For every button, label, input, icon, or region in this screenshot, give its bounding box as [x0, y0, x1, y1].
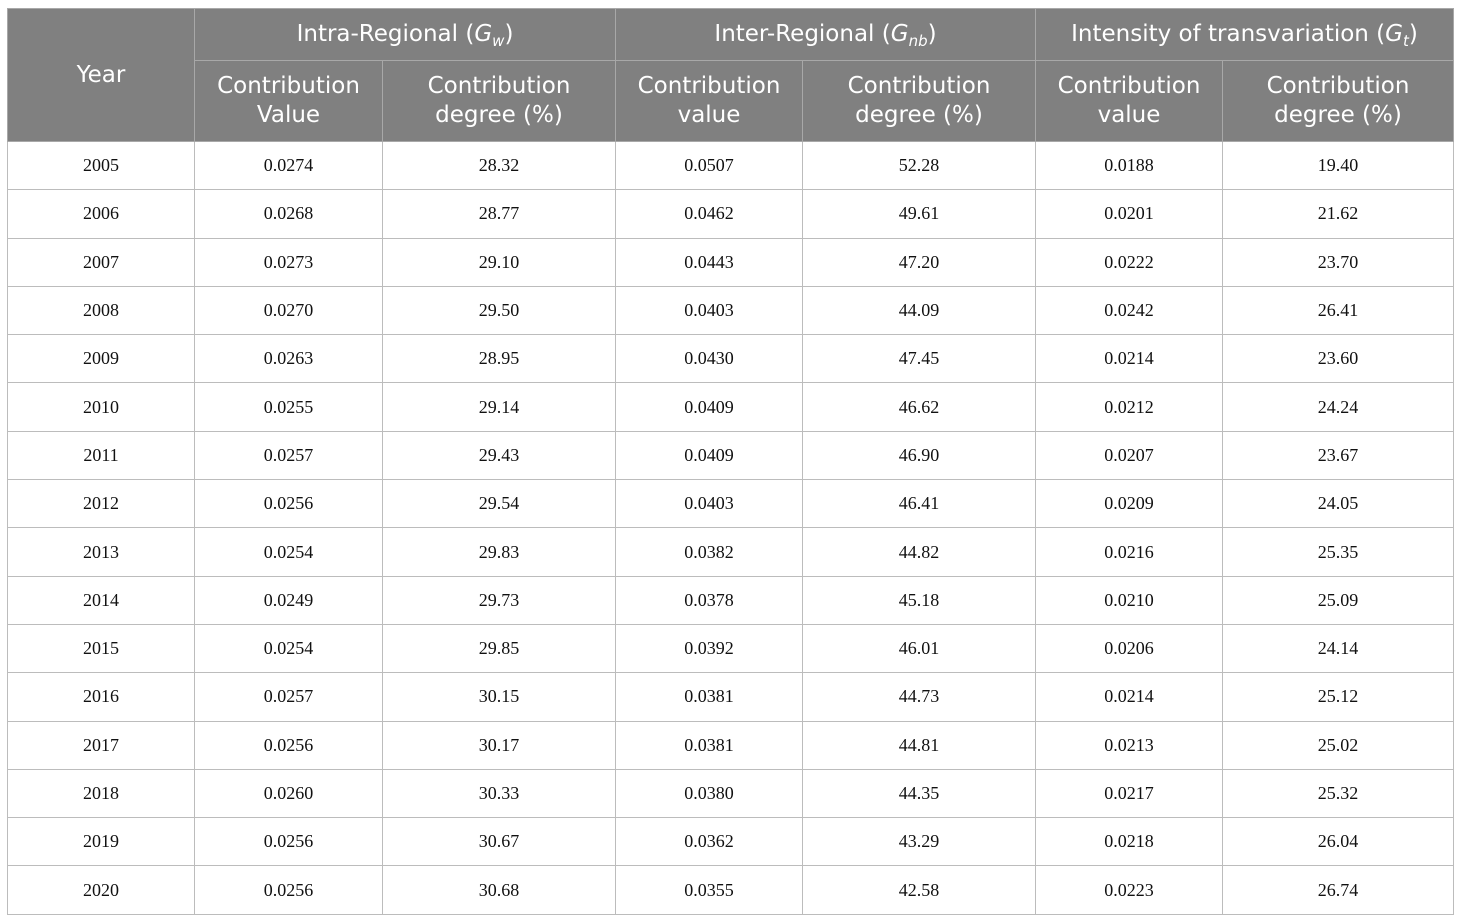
inter-degree-cell: 46.62: [803, 383, 1036, 431]
inter-value-cell: 0.0381: [616, 673, 803, 721]
trans-degree-cell: 23.70: [1223, 238, 1454, 286]
intra-degree-cell: 30.17: [383, 721, 616, 769]
intra-value-cell: 0.0256: [195, 721, 383, 769]
inter-degree-cell: 44.81: [803, 721, 1036, 769]
group-subscript: nb: [908, 32, 928, 50]
inter-degree-cell: 42.58: [803, 866, 1036, 914]
trans-degree-cell: 26.04: [1223, 818, 1454, 866]
intra-degree-cell: 30.67: [383, 818, 616, 866]
inter-value-cell: 0.0382: [616, 528, 803, 576]
intra-value-cell: 0.0260: [195, 769, 383, 817]
group-symbol: G: [474, 21, 493, 47]
intra-value-cell: 0.0273: [195, 238, 383, 286]
year-cell: 2005: [8, 142, 195, 190]
inter-value-cell: 0.0355: [616, 866, 803, 914]
trans-degree-cell: 25.32: [1223, 769, 1454, 817]
year-cell: 2011: [8, 431, 195, 479]
table-row: [8, 769, 1454, 817]
trans-degree-cell: 24.24: [1223, 383, 1454, 431]
inter-value-cell: 0.0378: [616, 576, 803, 624]
trans-degree-cell: 19.40: [1223, 142, 1454, 190]
intra-value-cell: 0.0255: [195, 383, 383, 431]
table-row: [8, 142, 1454, 190]
trans-value-cell: 0.0216: [1036, 528, 1223, 576]
trans-degree-cell: 21.62: [1223, 190, 1454, 238]
inter-degree-cell: 49.61: [803, 190, 1036, 238]
trans-degree-cell: 23.60: [1223, 335, 1454, 383]
year-cell: 2012: [8, 480, 195, 528]
year-cell: 2019: [8, 818, 195, 866]
table-row: [8, 238, 1454, 286]
intra-value-cell: 0.0249: [195, 576, 383, 624]
year-cell: 2009: [8, 335, 195, 383]
year-cell: 2008: [8, 286, 195, 334]
inter-value-cell: 0.0443: [616, 238, 803, 286]
table-header: [8, 9, 1454, 142]
group-label: Intensity of transvariation: [1071, 21, 1369, 47]
group-subscript: t: [1403, 32, 1409, 50]
group-subscript: w: [492, 32, 505, 50]
intra-degree-cell: 28.32: [383, 142, 616, 190]
group-symbol: G: [890, 21, 909, 47]
inter-value-cell: 0.0392: [616, 624, 803, 672]
inter-value-cell: 0.0462: [616, 190, 803, 238]
trans-value-cell: 0.0213: [1036, 721, 1223, 769]
table-row: [8, 576, 1454, 624]
intra-degree-cell: 30.33: [383, 769, 616, 817]
inter-value-cell: 0.0403: [616, 480, 803, 528]
trans-value-cell: 0.0222: [1036, 238, 1223, 286]
trans-degree-cell: 25.02: [1223, 721, 1454, 769]
intra-degree-cell: 28.95: [383, 335, 616, 383]
subheader-line: value: [1097, 102, 1161, 128]
subheader-line: Value: [256, 102, 321, 128]
intra-value-cell: 0.0254: [195, 528, 383, 576]
intra-value-cell: 0.0263: [195, 335, 383, 383]
table-row: [8, 480, 1454, 528]
trans-degree-cell: 26.41: [1223, 286, 1454, 334]
inter-degree-cell: 43.29: [803, 818, 1036, 866]
trans-degree-cell: 25.12: [1223, 673, 1454, 721]
intra-degree-cell: 29.54: [383, 480, 616, 528]
table-row: [8, 818, 1454, 866]
year-cell: 2015: [8, 624, 195, 672]
table-row: [8, 431, 1454, 479]
year-header: Year: [8, 9, 195, 142]
subheader-line: Contribution: [217, 73, 360, 99]
year-cell: 2018: [8, 769, 195, 817]
intra-value-cell: 0.0257: [195, 431, 383, 479]
inter-value-cell: 0.0409: [616, 431, 803, 479]
table-row: [8, 286, 1454, 334]
table-row: [8, 383, 1454, 431]
trans-value-cell: 0.0210: [1036, 576, 1223, 624]
trans-value-cell: 0.0217: [1036, 769, 1223, 817]
subheader-line: Contribution: [637, 73, 781, 99]
inter-degree-cell: 44.82: [803, 528, 1036, 576]
intra-value-cell: 0.0270: [195, 286, 383, 334]
year-cell: 2010: [8, 383, 195, 431]
subheader-inter-value: [616, 61, 803, 142]
intra-value-cell: 0.0256: [195, 818, 383, 866]
intra-degree-cell: 29.73: [383, 576, 616, 624]
intra-value-cell: 0.0257: [195, 673, 383, 721]
year-cell: 2014: [8, 576, 195, 624]
year-cell: 2016: [8, 673, 195, 721]
inter-degree-cell: 44.35: [803, 769, 1036, 817]
year-cell: 2006: [8, 190, 195, 238]
table-row: [8, 335, 1454, 383]
subheader-trans-degree: [1223, 61, 1454, 142]
intra-degree-cell: 29.43: [383, 431, 616, 479]
intra-degree-cell: 29.14: [383, 383, 616, 431]
trans-value-cell: 0.0201: [1036, 190, 1223, 238]
inter-value-cell: 0.0430: [616, 335, 803, 383]
inter-degree-cell: 46.01: [803, 624, 1036, 672]
inter-value-cell: 0.0380: [616, 769, 803, 817]
inter-degree-cell: 46.90: [803, 431, 1036, 479]
subheader-line: Contribution: [427, 73, 571, 99]
table-row: [8, 528, 1454, 576]
intra-value-cell: 0.0254: [195, 624, 383, 672]
subheader-line: Contribution: [847, 73, 991, 99]
inter-value-cell: 0.0381: [616, 721, 803, 769]
intra-degree-cell: 29.85: [383, 624, 616, 672]
subheader-intra-value: [195, 61, 383, 142]
contribution-table: [7, 8, 1454, 915]
group-header-inter-regional: Inter-Regional $(G_{nb})$: [616, 9, 1036, 61]
trans-degree-cell: 24.05: [1223, 480, 1454, 528]
table-row: [8, 866, 1454, 914]
intra-value-cell: 0.0256: [195, 480, 383, 528]
trans-degree-cell: 25.09: [1223, 576, 1454, 624]
subheader-line: degree (%): [435, 102, 563, 128]
intra-value-cell: 0.0274: [195, 142, 383, 190]
trans-value-cell: 0.0242: [1036, 286, 1223, 334]
intra-value-cell: 0.0256: [195, 866, 383, 914]
trans-value-cell: 0.0212: [1036, 383, 1223, 431]
inter-degree-cell: 45.18: [803, 576, 1036, 624]
inter-degree-cell: 46.41: [803, 480, 1036, 528]
trans-degree-cell: 23.67: [1223, 431, 1454, 479]
subheader-intra-degree: [383, 61, 616, 142]
inter-degree-cell: 44.09: [803, 286, 1036, 334]
trans-degree-cell: 24.14: [1223, 624, 1454, 672]
subheader-line: Contribution: [1057, 73, 1201, 99]
inter-value-cell: 0.0362: [616, 818, 803, 866]
subheader-line: Contribution: [1266, 73, 1410, 99]
subheader-line: value: [677, 102, 741, 128]
intra-degree-cell: 30.15: [383, 673, 616, 721]
year-cell: 2007: [8, 238, 195, 286]
intra-degree-cell: 29.50: [383, 286, 616, 334]
table-body: [8, 142, 1454, 915]
table-row: [8, 673, 1454, 721]
inter-degree-cell: 52.28: [803, 142, 1036, 190]
inter-value-cell: 0.0409: [616, 383, 803, 431]
subheader-trans-value: [1036, 61, 1223, 142]
inter-degree-cell: 47.20: [803, 238, 1036, 286]
trans-value-cell: 0.0207: [1036, 431, 1223, 479]
trans-value-cell: 0.0206: [1036, 624, 1223, 672]
inter-degree-cell: 47.45: [803, 335, 1036, 383]
subheader-line: degree (%): [855, 102, 983, 128]
table-row: [8, 190, 1454, 238]
table-row: [8, 721, 1454, 769]
inter-value-cell: 0.0403: [616, 286, 803, 334]
inter-degree-cell: 44.73: [803, 673, 1036, 721]
group-label: Intra-Regional: [296, 21, 459, 47]
table-row: [8, 624, 1454, 672]
group-header-transvariation: Intensity of transvariation $(G_t)$: [1036, 9, 1454, 61]
inter-value-cell: 0.0507: [616, 142, 803, 190]
intra-degree-cell: 29.83: [383, 528, 616, 576]
trans-value-cell: 0.0188: [1036, 142, 1223, 190]
trans-value-cell: 0.0214: [1036, 673, 1223, 721]
intra-value-cell: 0.0268: [195, 190, 383, 238]
intra-degree-cell: 29.10: [383, 238, 616, 286]
subheader-line: degree (%): [1274, 102, 1402, 128]
year-cell: 2020: [8, 866, 195, 914]
trans-value-cell: 0.0223: [1036, 866, 1223, 914]
trans-value-cell: 0.0214: [1036, 335, 1223, 383]
trans-degree-cell: 26.74: [1223, 866, 1454, 914]
year-cell: 2013: [8, 528, 195, 576]
year-cell: 2017: [8, 721, 195, 769]
group-label: Inter-Regional: [714, 21, 875, 47]
intra-degree-cell: 28.77: [383, 190, 616, 238]
trans-degree-cell: 25.35: [1223, 528, 1454, 576]
intra-degree-cell: 30.68: [383, 866, 616, 914]
subheader-inter-degree: [803, 61, 1036, 142]
group-symbol: G: [1385, 21, 1403, 47]
trans-value-cell: 0.0209: [1036, 480, 1223, 528]
group-header-intra-regional: Intra-Regional $(G_w)$: [195, 9, 616, 61]
trans-value-cell: 0.0218: [1036, 818, 1223, 866]
